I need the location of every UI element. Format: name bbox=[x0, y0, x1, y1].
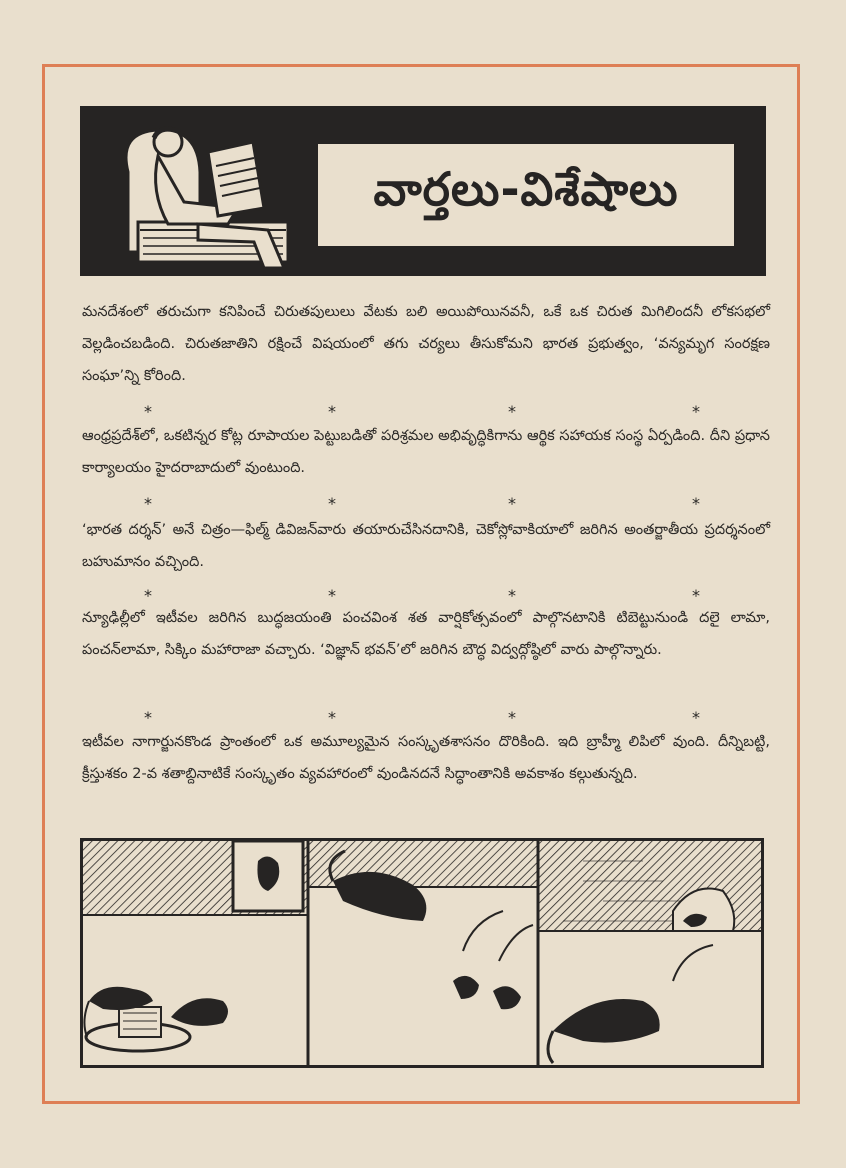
separator-star: * bbox=[692, 708, 700, 727]
separator-row-2 bbox=[82, 494, 770, 514]
news-item-2: ఆంధ్రప్రదేశ్‌లో, ఒకటిన్నర కోట్ల రూపాయల పెట్టుబడితో పరిశ్రమల అభివృద్ధికిగాను ఆర్థిక సహాయక సంస్థ ఏర్పడింది. దీని ప్రధాన కార్యాలయం హైదరాబాదులో వుంటుంది. bbox=[82, 428, 770, 476]
separator-row-4 bbox=[82, 708, 770, 728]
comic-strip-illustration bbox=[83, 841, 761, 1065]
separator-star: * bbox=[328, 402, 336, 421]
man-reading-newspaper-icon bbox=[88, 112, 298, 272]
news-item-3: ‘భారత దర్శన్’ అనే చిత్రం—ఫిల్మ్ డివిజన్‌వారు తయారుచేసినదానికి, చెకోస్లోవాకియాలో జరిగిన అంతర్జాతీయ ప్రదర్శనంలో బహుమానం వచ్చింది. bbox=[82, 522, 770, 570]
separator-star: * bbox=[144, 402, 152, 421]
separator-star: * bbox=[144, 494, 152, 513]
separator-star: * bbox=[328, 494, 336, 513]
section-header bbox=[80, 106, 766, 276]
news-item-1: మనదేశంలో తరుచుగా కనిపించే చిరుతపులులు వేటకు బలి అయిపోయినవనీ, ఒకే ఒక చిరుత మిగిలిందనీ లోకసభలో వెల్లడించబడింది. చిరుతజాతిని రక్షించే విషయంలో తగు చర్యలు తీసుకోమని భారత ప్రభుత్వం, ‘వన్యమృగ సంరక్షణ సంఘా’న్ని కోరింది. bbox=[82, 304, 770, 384]
page-title: వార్తలు-విశేషాలు bbox=[373, 162, 679, 216]
comic-strip bbox=[80, 838, 764, 1068]
separator-star: * bbox=[508, 586, 516, 605]
separator-star: * bbox=[508, 402, 516, 421]
mouse-and-cheese-panel bbox=[83, 841, 308, 1051]
separator-star: * bbox=[692, 402, 700, 421]
separator-star: * bbox=[508, 494, 516, 513]
news-item-4: న్యూఢిల్లీలో ఇటీవల జరిగిన బుద్ధజయంతి పంచవింశ శత వార్షికోత్సవంలో పాల్గొనటానికి టిబెట్టునుండి దలై లామా, పంచన్‌లామా, సిక్కిం మహారాజా వచ్చారు. ‘విజ్ఞాన్ భవన్’లో జరిగిన బౌద్ధ విద్వద్గోష్ఠిలో వారు పాల్గొన్నారు. bbox=[82, 610, 770, 658]
separator-row-1 bbox=[82, 402, 770, 422]
separator-star: * bbox=[692, 586, 700, 605]
separator-star: * bbox=[144, 708, 152, 727]
separator-star: * bbox=[508, 708, 516, 727]
cat-leaping-panel bbox=[308, 841, 538, 1009]
separator-star: * bbox=[692, 494, 700, 513]
separator-star: * bbox=[328, 708, 336, 727]
cat-chasing-mouse-panel bbox=[538, 841, 761, 1063]
separator-star: * bbox=[328, 586, 336, 605]
separator-star: * bbox=[144, 586, 152, 605]
news-item-5: ఇటీవల నాగార్జునకొండ ప్రాంతంలో ఒక అమూల్యమైన సంస్కృతశాసనం దొరికింది. ఇది బ్రాహ్మీ లిపిలో వుంది. దీన్నిబట్టి, క్రీస్తుశకం 2-వ శతాబ్దినాటికే సంస్కృతం వ్యవహారంలో వుండినదనే సిద్ధాంతానికి అవకాశం కల్గుతున్నది. bbox=[82, 734, 770, 782]
title-box bbox=[316, 142, 736, 248]
